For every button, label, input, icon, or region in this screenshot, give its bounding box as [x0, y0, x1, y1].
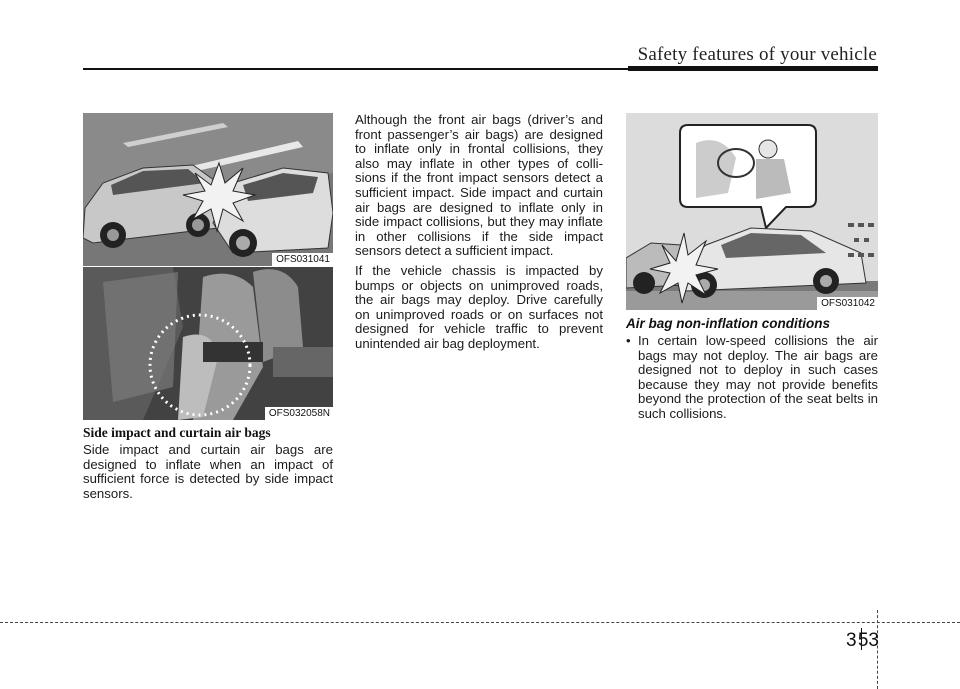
figure-curtain-airbag [83, 267, 333, 420]
paragraph: Although the front air bags (driver’s and front passenger’s air bags) are designed to inflate only in frontal collisions, they also may inflate in other types of colli-sions if the front impact sensors detect a sufficient impact. Side impact and curtain air bags are designed to inflate only in side impact collisions, but they may inflate in other collisions if the side impact sensors detect a sufficient impact. [355, 112, 603, 259]
figure-code: OFS031042 [817, 297, 878, 310]
left-column-text [83, 443, 333, 506]
section-heading-side-curtain: Side impact and curtain air bags [83, 425, 271, 440]
chapter-number: 3 [846, 630, 857, 651]
section-heading-non-inflation: Air bag non-inflation conditions [626, 316, 830, 331]
list-item: • In certain low-speed collisions the air bags may not deploy. The air bags are designed not to deploy in such cases because they may not provide benefits beyond the protection of the seat belts in such collisions. [626, 334, 878, 422]
curtain-airbag-illustration [83, 267, 333, 420]
footer-dashed-rule [0, 622, 960, 623]
paragraph: If the vehicle chassis is impacted by bumps or objects on unimproved roads, the air bags may deploy. Drive carefully on unimproved roads or on surfaces not designed for vehicle traffic to prevent unintended air bag deployment. [355, 262, 603, 351]
figure-code: OFS031041 [272, 253, 333, 266]
page-header-title: Safety features of your vehicle [637, 44, 877, 65]
figure-code: OFS032058N [265, 407, 333, 420]
non-inflation-list [626, 334, 878, 422]
figure-side-collision [83, 113, 333, 266]
figure-low-speed-collision [626, 113, 878, 310]
header-rule-accent [628, 66, 878, 71]
side-collision-illustration [83, 113, 333, 266]
page-number: 53 [857, 630, 879, 651]
low-speed-collision-illustration [626, 113, 878, 310]
paragraph: Side impact and curtain air bags are designed to inflate when an impact of sufficient force is detected by side impact sensors. [83, 442, 333, 501]
middle-column-text [355, 113, 603, 357]
